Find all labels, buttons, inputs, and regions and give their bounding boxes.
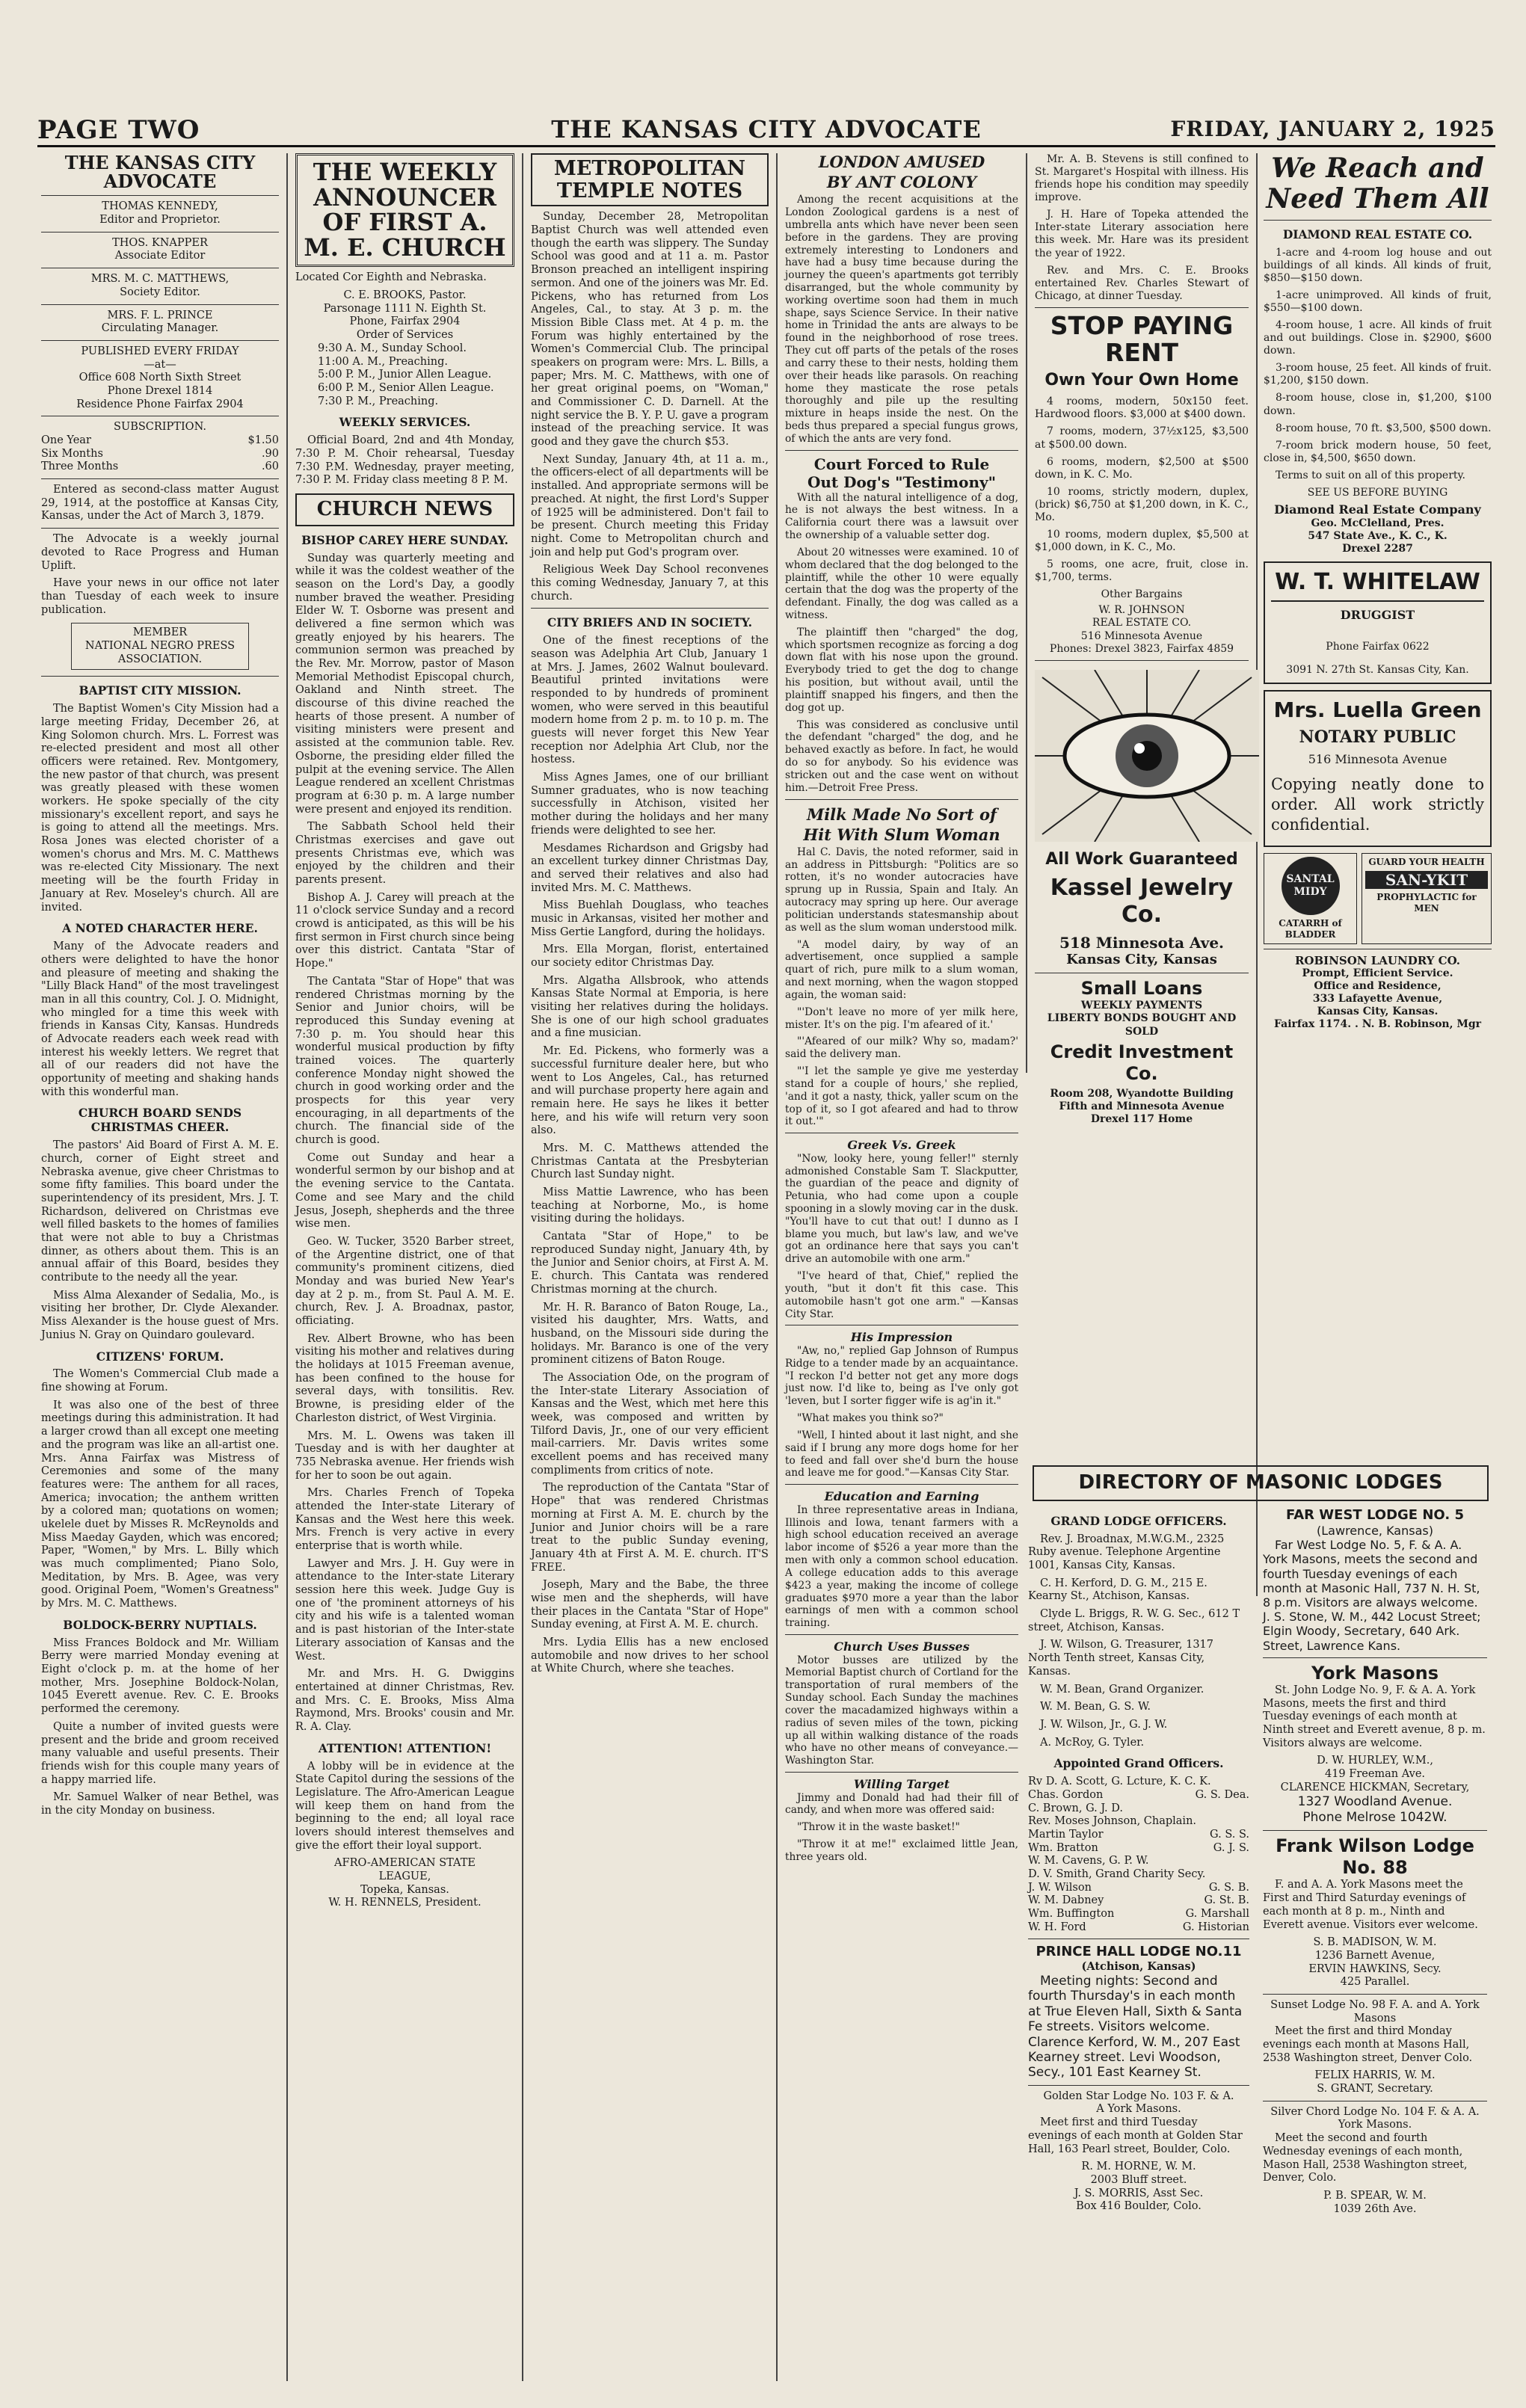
article-text: The Cantata "Star of Hope" that was rendered Christmas morning by the Senior and Junior choirs, will be reproduced this Sunday evening at 7:30 p. m. You should hear this wonderful musical production by fifty trained voices. The quarterly conference Monday night showed the church in good working order and the prospects for this year very encouraging, in all departments of the church. The financial side of the church is good. bbox=[295, 975, 514, 1147]
whitelaw-ad: W. T. WHITELAW DRUGGIST Phone Fairfax 0622 3091 N. 27th St. Kansas City, Kan. bbox=[1264, 561, 1492, 684]
church-info: Order of Services bbox=[356, 329, 454, 342]
real-estate-item: 1-acre unimproved. All kinds of fruit, $550—$100 down. bbox=[1264, 289, 1492, 314]
sanykit-ad: GUARD YOUR HEALTH SAN-YKIT PROPHYLACTIC for MEN bbox=[1362, 853, 1492, 943]
headline: BOLDOCK-BERRY NUPTIALS. bbox=[63, 1617, 257, 1632]
issue-date: FRIDAY, JANUARY 2, 1925 bbox=[1170, 117, 1495, 141]
masonic-left-column: GRAND LODGE OFFICERS. Rev. J. Broadnax, M.W.G.M., 2325 Ruby avenue. Telephone Argentine 1001, Kansas City, Kansas. C. H. Kerford, D. G. M., 215 E. Kearny St., Atchison, Kansas. Clyde L. Briggs, R. W. G. Sec., 612 T street, Atchison, Kansas. J. W. Wilson, G. Treasurer, 1317 North Tenth street, Kansas City, Kansas. W. M. Bean, Grand Organizer. W. M. Bean, G. S. W. J. W. Wilson, Jr., G. J. W. A. McRoy, G. Tyler. Appointed Grand Officers. Rv D. A. Scott, G. Lcture, K. C. K. Chas. Gordon G. S. Dea. C. Brown, G. J. D. Rev. Moses Johnson, Chaplain. Martin Taylor G. S. S. Wm. Bratton G. J. S. W. M. Cavens, G. P. W. D. V. Smith, Grand Charity Secy. J. W. Wilson G. S. B. W. M. Dabney G. St. B. Wm. Buffington G. Marshall W. H. Ford G. Historian PRINCE HALL LODGE NO.11 (Atchison, Kansas) Meeting nights: Second and fourth Thursday's in each month at True Eleven Hall, Sixth & Santa Fe streets. Visitors welcome. Clarence Kerford, W. M., 207 East Kearney street. Levi Woodson, Secy., 101 East Kearney St. Golden Star Lodge No. 103 F. & A. A York Masons. Meet first and third Tuesday evenings of each month at Golden Star Hall, 163 Pearl street, Boulder, Colo. R. M. HORNE, W. M. 2003 Bluff street. J. S. MORRIS, Asst Sec. Box 416 Boulder, Colo. bbox=[1028, 1513, 1249, 2213]
article-text: The Women's Commercial Club made a fine showing at Forum. bbox=[41, 1368, 279, 1394]
church-info: Phone, Fairfax 2904 bbox=[349, 315, 461, 328]
column-rule bbox=[522, 153, 523, 2381]
article-text: Rev. Albert Browne, who has been visiting his mother and relatives during the holidays at 1015 Freeman avenue, has been confined to the house for several days, with tonsilitis. Rev. Browne, is presiding elder of the Charleston district, of West Virginia. bbox=[295, 1332, 514, 1424]
article-text: Mr. Ed. Pickens, who formerly was a successful furniture dealer here, but who went to Los Angeles, Cal., has returned and will purchase property here again and remain here. He says he likes it better here, and his wife will return very soon also. bbox=[531, 1045, 769, 1137]
headline: BY ANT COLONY bbox=[826, 173, 977, 192]
article-text: Miss Mattie Lawrence, who has been teaching at Norborne, Mo., is home visiting during the holidays. bbox=[531, 1186, 769, 1225]
article-text: Quite a number of invited guests were present and the bride and groom received many valuable and useful presents. Their friends wish for this couple many years of a happy married life. bbox=[41, 1720, 279, 1786]
article-text: A lobby will be in evidence at the State Capitol during the sessions of the Legislature. The Afro-American League will keep them on hand from the beginning to the end; all loyal race lovers should interest themselves and give the effort their loyal support. bbox=[295, 1760, 514, 1852]
article-text: "I've heard of that, Chief," replied the youth, "but it don't fit this case. This automobile hasn't got one arm." —Kansas City Star. bbox=[785, 1270, 1018, 1320]
real-estate-item: 8-room house, 70 ft. $3,500, $500 down. bbox=[1276, 422, 1492, 434]
headline: ATTENTION! ATTENTION! bbox=[318, 1740, 492, 1755]
article-text: Mr. H. R. Baranco of Baton Rouge, La., visited his daughter, Mrs. Watts, and husband, on the Missouri side during the holidays. Mr. Baranco is one of the very prominent citizens of Baton Rouge. bbox=[531, 1301, 769, 1367]
article-text: "Now, looky here, young feller!" sternly admonished Constable Sam T. Slackputter, the guardian of the peace and dignity of Petunia, who had come upon a couple spooning in a slowly moving car in the dusk. "You'll have to cut that out! I dunno as I blame you much, but law's law, and we've got an ordinance here that says you can't drive an automobile with one arm." bbox=[785, 1152, 1018, 1266]
real-estate-item: 10 rooms, strictly modern, duplex, (brick) $6,750 at $1,200 down, in K. C., Mo. bbox=[1035, 485, 1249, 523]
headline: Church Uses Busses bbox=[834, 1639, 970, 1654]
article-text: "'Don't leave no more of yer milk here, mister. It's on the pig. I'm afeared of it.' bbox=[785, 1006, 1018, 1031]
article-text: With all the natural intelligence of a dog, he is not always the best witness. In a California court there was a lawsuit over the ownership of a valuable setter dog. bbox=[785, 491, 1018, 542]
article-text: The Association Ode, on the program of the Inter-state Literary Association of Kansas and the West, which met here this week, was composed and written by Tilford Davis, Jr., one of our very efficient mail-carriers. Mr. Davis writes some excellent poems and has received many compliments from critics of note. bbox=[531, 1371, 769, 1476]
staff-line: Circulating Manager. bbox=[101, 322, 219, 335]
staff-line: —at— bbox=[144, 358, 176, 371]
headline: CHURCH BOARD SENDS CHRISTMAS CHEER. bbox=[78, 1106, 242, 1135]
entered-notice: Entered as second-class matter August 29, 1914, at the postoffice at Kansas City, Kansas, under the Act of March 3, 1879. bbox=[41, 484, 279, 523]
article-text: "Aw, no," replied Gap Johnson of Rumpus Ridge to a tender made by an acquaintance. "I reckon I'd better not get any more dogs just now. I'd like to, being as I've only got 'leven, but I sorter figger wife is ag'in it." bbox=[785, 1344, 1018, 1408]
kassel-name: Kassel Jewelry Co. bbox=[1050, 874, 1234, 929]
weekly-services: Official Board, 2nd and 4th Monday, 7:30 P. M. Choir rehearsal, Tuesday 7:30 P.M. Wednesday, prayer meeting, 7:30 P. M. Friday class meeting 8 P. M. bbox=[295, 434, 514, 487]
article-text: Lawyer and Mrs. J. H. Guy were in attendance to the Inter-state Literary session here this week. Judge Guy is one of 'the prominent attorneys of his city and his wife is a talented woman and is past historian of the Inter-state Literary association of Kansas and the West. bbox=[295, 1557, 514, 1663]
article-text: Come out Sunday and hear a wonderful sermon by our bishop and at the evening service to the Cantata. Come and see Mary and the child Jesus, Joseph, shepherds and the three wise men. bbox=[295, 1151, 514, 1231]
church-location: Located Cor Eighth and Nebraska. bbox=[295, 271, 487, 284]
article-text: Mrs. M. C. Matthews attended the Christmas Cantata at the Presbyterian Church last Sunday night. bbox=[531, 1142, 769, 1181]
santal-midy-ad: SANTAL MIDY CATARRH of BLADDER bbox=[1264, 853, 1357, 943]
paper-title-line1: THE KANSAS CITY bbox=[64, 152, 256, 173]
article-text: Hal C. Davis, the noted reformer, said in an address in Pittsburgh: "Politics are so rotten, it's no wonder autocracies have sprung up in Russia, Spain and Italy. An autocracy may spring up here. Our average politician understands statesmanship about as well as the slum woman understood milk. bbox=[785, 846, 1018, 934]
staff-line: MRS. F. L. PRINCE bbox=[107, 309, 213, 321]
need-them-all-headline: Need Them All bbox=[1266, 183, 1489, 215]
headline: Out Dog's "Testimony" bbox=[807, 473, 997, 492]
headline: LONDON AMUSED bbox=[818, 153, 985, 171]
article-text: Mrs. Charles French of Topeka attended the Inter-state Literary of Kansas and the West here this week. Mrs. French is very active in every enterprise that is worth while. bbox=[295, 1487, 514, 1553]
own-your-home-subhead: Own Your Own Home bbox=[1044, 371, 1239, 390]
real-estate-item: 8-room house, close in, $1,200, $100 down. bbox=[1264, 392, 1492, 417]
article-text: "Throw it in the waste basket!" bbox=[797, 1821, 960, 1834]
stop-paying-rent-headline: STOP PAYING RENT bbox=[1050, 310, 1234, 368]
announcer-title: THE WEEKLY ANNOUNCER OF FIRST A. M. E. CHURCH bbox=[304, 158, 506, 262]
article-text: Mrs. M. L. Owens was taken ill Tuesday and is with her daughter at 735 Nebraska avenue. Her friends wish for her to soon be out again. bbox=[295, 1429, 514, 1482]
column-4 bbox=[785, 153, 1018, 1868]
staff-line: PUBLISHED EVERY FRIDAY bbox=[81, 345, 239, 357]
staff-line: Editor and Proprietor. bbox=[99, 214, 221, 227]
article-text: "Well, I hinted about it last night, and she said if I brung any more dogs home for her to feed and fall over she'd burn the house and leave me for good."—Kansas City Star. bbox=[785, 1429, 1018, 1479]
real-estate-item: Terms to suit on all of this property. bbox=[1276, 469, 1466, 481]
article-text: Rev. and Mrs. C. E. Brooks entertained Rev. Charles Stewart of Chicago, at dinner Tuesday. bbox=[1035, 264, 1249, 302]
article-text: The Sabbath School held their Christmas exercises and gave out presents Christmas eve, which was enjoyed by the children and their parents present. bbox=[295, 821, 514, 887]
column-3 bbox=[531, 153, 769, 1681]
article-text: Sunday, December 28, Metropolitan Baptist Church was well attended even though the earth was slippery. The Sunday School was good and at 11 a. m. Pastor Bronson preached an intelligent inspiring sermon. And one of the joiners was Mr. Ed. Pickens, who has returned from Los Angeles, Cal., to stay. At 3 p. m. the Mission Bible Class met. At 4 p. m. the Forum was highly entertained by the Women's Commercial Club. The principal speakers on program were: Mrs. L. Bills, a paper; Mrs. M. C. Matthews, with one of her great original poems, on "Woman," and Commissioner C. D. Darnell. At the night service the B. Y. P. U. gave a program instead of the preaching service. It was good and they gave the church $53. bbox=[531, 211, 769, 449]
appointed-officers-table: J. W. Wilson G. S. B. W. M. Dabney G. St. B. Wm. Buffington G. Marshall W. H. Ford G. Historian bbox=[1028, 1881, 1249, 1933]
real-estate-item: 6 rooms, modern, $2,500 at $500 down, in K. C. Mo. bbox=[1035, 455, 1249, 481]
staff-line: Residence Phone Fairfax 2904 bbox=[76, 398, 244, 410]
real-estate-item: 7-room brick modern house, 50 feet, close in, $4,500, $650 down. bbox=[1264, 439, 1492, 464]
article-text: Cantata "Star of Hope," to be reproduced Sunday night, January 4th, by the Junior and Senior choirs, at First A. M. E. church. This Cantata was rendered Christmas morning at the church. bbox=[531, 1231, 769, 1296]
page-number: PAGE TWO bbox=[37, 115, 200, 145]
article-text: About 20 witnesses were examined. 10 of whom declared that the dog belonged to the plaintiff, while the other 10 were equally certain that the dog was the property of the defendant. Finally, the dog was called as a witness. bbox=[785, 546, 1018, 621]
masthead bbox=[37, 112, 1495, 147]
metropolitan-title-box: METROPOLITAN TEMPLE NOTES bbox=[531, 153, 769, 206]
real-estate-item: 4 rooms, modern, 50x150 feet. Hardwood floors. $3,000 at $400 down. bbox=[1035, 395, 1249, 421]
we-reach-headline: We Reach and bbox=[1271, 153, 1484, 184]
real-estate-item: 7 rooms, modern, 37½x125, $3,500 at $500.00 down. bbox=[1035, 425, 1249, 451]
article-text: In three representative areas in Indiana, Illinois and Iowa, tenant farmers with a high school education received an average labor income of $526 a year more than the men with only a common school education. A college education adds to this average $423 a year, making the income of college graduates $970 more a year than the labor earnings of men with a common school training. bbox=[785, 1503, 1018, 1630]
article-text: The plaintiff then "charged" the dog, which sportsmen recognize as forcing a dog down flat with his nose upon the ground. Everybody tried to get the dog to change his position, but without avail, until the plaintiff snapped his fingers, and then the dog got up. bbox=[785, 626, 1018, 714]
article-text: "'I let the sample ye give me yesterday stand for a couple of hours,' she replied, 'and it got a nasty, thick, yaller scum on the top of it, so I got afeared and had to throw it out.'" bbox=[785, 1065, 1018, 1128]
article-text: Mrs. Lydia Ellis has a new enclosed automobile and now drives to her school at White Church, where she teaches. bbox=[531, 1636, 769, 1675]
article-text: "Throw it at me!" exclaimed little Jean, three years old. bbox=[785, 1838, 1018, 1863]
article-text: Geo. W. Tucker, 3520 Barber street, of the Argentine district, one of that community's prominent citizens, died Monday and was buried New Year's day at 2 p. m., from St. Paul A. M. E. church, Rev. J. A. Broadnax, pastor, officiating. bbox=[295, 1235, 514, 1328]
article-text: Mesdames Richardson and Grigsby had an excellent turkey dinner Christmas Day, and served their relatives and also had invited Mrs. M. C. Matthews. bbox=[531, 842, 769, 894]
column-6: We Reach and Need Them All DIAMOND REAL ESTATE CO. 1-acre and 4-room log house and out buildings of all kinds. All kinds of fruit, $850—$150 down. 1-acre unimproved. All kinds of fruit, $550—$100 down. 4-room house, 1 acre. All kinds of fruit and out buildings. Close in. $2900, $600 down. 3-room house, 25 feet. All kinds of fruit. $1,200, $150 down. 8-room house, close in, $1,200, $100 down. 8-room house, 70 ft. $3,500, $500 down. 7-room brick modern house, 50 feet, close in, $4,500, $650 down. Terms to suit on all of this property. SEE US BEFORE BUYING Diamond Real Estate Company Geo. McClelland, Pres. 547 State Ave., K. C., K. Drexel 2287 W. T. WHITELAW DRUGGIST Phone Fairfax 0622 3091 N. 27th St. Kansas City, Kan. Mrs. Luella Green NOTARY PUBLIC 516 Minnesota Avenue Copying neatly done to order. All work strictly confidential. SANTAL MIDY CATARRH of BLADDER GUARD YOUR HEALTH SAN-YKIT PROPHYLACTIC for MEN ROBINSON LAUNDRY CO. Prompt, Efficient Service. Office and Residence, 333 Lafayette Avenue, Kansas City, Kansas. Fairfax 1174. . N. B. Robinson, Mgr bbox=[1264, 153, 1492, 1031]
staff-line: Phone Drexel 1814 bbox=[107, 384, 213, 397]
article-text: Miss Agnes James, one of our brilliant Sumner graduates, who is now teaching successfully in Atchison, visited her mother during the holidays and her many friends were delighted to see her. bbox=[531, 772, 769, 837]
article-text: Joseph, Mary and the Babe, the three wise men and the shepherds, will have their places in the Cantata "Star of Hope" Sunday evening, at First A. M. E. church. bbox=[531, 1579, 769, 1631]
eye-illustration bbox=[1035, 670, 1259, 842]
column-rule bbox=[776, 153, 778, 2381]
article-text: J. H. Hare of Topeka attended the Inter-state Literary association here this week. Mr. Hare was its president the year of 1922. bbox=[1035, 209, 1249, 259]
article-text: "'Afeared of our milk? Why so, madam?' said the delivery man. bbox=[785, 1035, 1018, 1061]
church-news-box: CHURCH NEWS bbox=[295, 493, 514, 526]
church-info: Parsonage 1111 N. Eighth St. bbox=[323, 302, 487, 315]
news-deadline-notice: Have your news in our office not later than Tuesday of each week to insure publication. bbox=[41, 577, 279, 616]
column-rule bbox=[1256, 153, 1258, 1596]
headline: Greek Vs. Greek bbox=[847, 1138, 956, 1153]
staff-line: MRS. M. C. MATTHEWS, bbox=[90, 273, 230, 286]
press-association-box: MEMBER NATIONAL NEGRO PRESS ASSOCIATION. bbox=[71, 623, 249, 670]
article-text: "What makes you think so?" bbox=[797, 1412, 944, 1425]
article-text: "A model dairy, by way of an advertisement, once supplied a sample quart of rich, pure milk to a slum woman, and next morning, when the wagon stopped again, the woman said: bbox=[785, 938, 1018, 1001]
column-2: THE WEEKLY ANNOUNCER OF FIRST A. M. E. CHURCH Located Cor Eighth and Nebraska. C. E. BROOKS, Pastor. Parsonage 1111 N. Eighth St. Phone, Fairfax 2904 Order of Services 9:30 A. M., Sunday School. 11:00 A. M., Preaching. 5:00 P. M., Junior Allen League. 6:00 P. M., Senior Allen League. 7:30 P. M., Preaching. WEEKLY SERVICES. Official Board, 2nd and 4th Monday, 7:30 P. M. Choir rehearsal, Tuesday 7:30 P.M. Wednesday, prayer meeting, 7:30 P. M. Friday class meeting 8 P. M. CHURCH NEWS BISHOP CAREY HERE SUNDAY. Sunday was quarterly meeting and while it was the coldest weather of the season on the Lord's Day, a goodly number braved the weather. Presiding Elder W. T. Osborne was present and delivered a fine sermon which was greatly enjoyed by his hearers. The communion sermon was preached by the Rev. Mr. Morrow, pastor of Mason Memorial Methodist Episcopal church, Oakland and Ninth street. The discourse of this divine reached the hearts of those present. A number of visiting ministers were present and assisted at the communion table. Rev. Osborne, the presiding elder filled the pulpit at the evening service. The Allen League rendered an xcellent Christmas program at 6:30 p. m. A large number were present and enjoyed its rendition. The Sabbath School held their Christmas exercises and gave out presents Christmas eve, which was enjoyed by the children and their parents present. Bishop A. J. Carey will preach at the 11 o'clock service Sunday and a record crowd is anticipated, as this will be his first sermon in First church since being over this district. Cantata "Star of Hope." The Cantata "Star of Hope" that was rendered Christmas morning by the Senior and Junior choirs, will be reproduced this Sunday evening at 7:30 p. m. You should hear this wonderful musical production by fifty trained voices. The quarterly conference Monday night showed the church in good working order and the prospects for this year very encouraging, in all departments of the church. The financial side of the church is good. Come out Sunday and hear a wonderful sermon by our bishop and at the evening service to the Cantata. Come and see Mary and the child Jesus, Joseph, shepherds and the three wise men. Geo. W. Tucker, 3520 Barber street, of the Argentine district, one of that community's prominent citizens, died Monday and was buried New Year's day at 2 p. m., from St. Paul A. M. E. church, Rev. J. A. Broadnax, pastor, officiating. Rev. Albert Browne, who has been visiting his mother and relatives during the holidays at 1015 Freeman avenue, has been confined to the house for several days, with tonsilitis. Rev. Browne, is presiding elder of the Charleston district, of West Virginia. Mrs. M. L. Owens was taken ill Tuesday and is with her daughter at 735 Nebraska avenue. Her friends wish for her to soon be out again. Mrs. Charles French of Topeka attended the Inter-state Literary of Kansas and the West here this week. Mrs. French is very active in every enterprise that is worth while. Lawyer and Mrs. J. H. Guy were in attendance to the Inter-state Literary session here this week. Judge Guy is one of 'the prominent attorneys of his city and his wife is a talented woman and is past historian of the Inter-state Literary association of Kansas and the West. Mr. and Mrs. H. G. Dwiggins entertained at dinner Christmas, Rev. and Mrs. C. E. Brooks, Miss Alma Raymond, Mrs. Brooks' cousin and Mr. R. A. Clay. ATTENTION! ATTENTION! A lobby will be in evidence at the State Capitol during the sessions of the Legislature. The Afro-American League will keep them on hand from the beginning to the end; all loyal race lovers should interest themselves and give the effort their loyal support. AFRO-AMERICAN STATE LEAGUE, Topeka, Kansas. W. H. RENNELS, President. bbox=[295, 153, 514, 1910]
paper-title-line2: ADVOCATE bbox=[103, 170, 217, 193]
mission-statement: The Advocate is a weekly journal devoted to Race Progress and Human Uplift. bbox=[41, 533, 279, 572]
appointed-officers-table: Chas. Gordon G. S. Dea. C. Brown, G. J. D. bbox=[1028, 1788, 1249, 1814]
article-text: Bishop A. J. Carey will preach at the 11 o'clock service Sunday and a record crowd is anticipated, as this will be his first sermon in First church since being over this district. Cantata "Star of Hope." bbox=[295, 891, 514, 970]
article-text: Mrs. Algatha Allsbrook, who attends Kansas State Normal at Emporia, is here visiting her relatives during the holidays. She is one of our high school graduates and a fine musician. bbox=[531, 974, 769, 1040]
article-text: Jimmy and Donald had had their fill of candy, and when more was offered said: bbox=[785, 1791, 1018, 1817]
article-text: Many of the Advocate readers and others were delighted to have the honor and pleasure of meeting and shaking the "Lilly Black Hand" of the most travelingest man in all this country, Col. J. O. Midnight, who mingled for a time this week with friends in Kansas City, Kansas. Hundreds of Advocate readers each week read with interest his weekly letters. We regret that all of our readers did not have the opportunity of meeting and shaking hands with this wonderful man. bbox=[41, 940, 279, 1098]
headline: BISHOP CAREY HERE SUNDAY. bbox=[301, 532, 508, 547]
real-estate-item: 5 rooms, one acre, fruit, close in. $1,700, terms. bbox=[1035, 558, 1249, 584]
subscription-heading: SUBSCRIPTION. bbox=[114, 421, 206, 434]
column-1 bbox=[41, 153, 279, 1823]
headline: CITY BRIEFS AND IN SOCIETY. bbox=[547, 615, 753, 630]
staff-line: Office 608 North Sixth Street bbox=[79, 372, 241, 384]
services-list: 9:30 A. M., Sunday School. 11:00 A. M., Preaching. 5:00 P. M., Junior Allen League. 6:00 P. M., Senior Allen League. 7:30 P. M., Preaching. bbox=[318, 342, 494, 407]
announcer-title-box bbox=[295, 153, 514, 267]
staff-line: THOMAS KENNEDY, bbox=[102, 200, 218, 213]
article-text: One of the finest receptions of the season was Adelphia Art Club, January 1 at Mrs. J. James, 2602 Walnut boulevard. Beautiful printed invitations were responded to by hundreds of prominent women, who were served in this beautiful modern home from 2 p. m. to 10 p. m. The guests will never forget this New Year reception nor Adelphia Art Club, nor the hostess. bbox=[531, 635, 769, 766]
real-estate-item: 3-room house, 25 feet. All kinds of fruit. $1,200, $150 down. bbox=[1264, 362, 1492, 387]
headline: BAPTIST CITY MISSION. bbox=[79, 683, 241, 698]
column-5: Mr. A. B. Stevens is still confined to St. Margaret's Hospital with illness. His friends hope his condition may speedily improve. J. H. Hare of Topeka attended the Inter-state Literary association here this week. Mr. Hare was its president the year of 1922. Rev. and Mrs. C. E. Brooks entertained Rev. Charles Stewart of Chicago, at dinner Tuesday. STOP PAYING RENT Own Your Own Home 4 rooms, modern, 50x150 feet. Hardwood floors. $3,000 at $400 down. 7 rooms, modern, 37½x125, $3,500 at $500.00 down. 6 rooms, modern, $2,500 at $500 down, in K. C. Mo. 10 rooms, strictly modern, duplex, (brick) $6,750 at $1,200 down, in K. C., Mo. 10 rooms, modern duplex, $5,500 at $1,000 down, in K. C., Mo. 5 rooms, one acre, fruit, close in. $1,700, terms. Other Bargains W. R. JOHNSON REAL ESTATE CO. 516 Minnesota Avenue Phones: Drexel 3823, Fairfax 4859 All Work Guaranteed Kassel Jewelry Co. 518 Minnesota Ave. Kansas City, Kansas Small Loans WEEKLY PAYMENTS LIBERTY BONDS BOUGHT AND SOLD Credit Investment Co. Room 208, Wyandotte Building Fifth and Minnesota Avenue Drexel 117 Home bbox=[1035, 153, 1249, 1126]
headline: Education and Earning bbox=[824, 1489, 979, 1504]
headline: A NOTED CHARACTER HERE. bbox=[62, 921, 258, 936]
health-ads-row bbox=[1264, 853, 1492, 943]
headline: His Impression bbox=[850, 1330, 953, 1345]
article-text: The Baptist Women's City Mission had a large meeting Friday, December 26, at King Solomon church. Mrs. L. Forrest was re-elected president and most all other officers were retained. Rev. Montgomery, the new pastor of that church, was present was greatly pleased with these women workers. He spoke specially of the city missionary's excellent report, and says he is going to attend all the meetings. Mrs. Rosa Jones was elected chorister of a women's chorus and Mrs. M. C. Matthews was re-elected City Missionary. The next meeting will be the fourth Friday in January at Rev. Moseley's church. All are invited. bbox=[41, 703, 279, 914]
article-text: Motor busses are utilized by the Memorial Baptist church of Cortland for the transportation of rural members of the Sunday school. Each Sunday the machines cover the macadamized highways within a radius of seven miles of the town, picking up all within walking distance of the roads who have no other means of conveyance.—Washington Star. bbox=[785, 1654, 1018, 1767]
article-text: Miss Frances Boldock and Mr. William Berry were married Monday evening at Eight o'clock p. m. at the home of her mother, Mrs. Josephine Boldock-Nolan, 1045 Everett avenue. Rev. C. E. Brooks performed the ceremony. bbox=[41, 1636, 279, 1716]
column-rule bbox=[286, 153, 288, 2381]
appointed-officers-table: Martin Taylor G. S. S. Wm. Bratton G. J. S. bbox=[1028, 1828, 1249, 1854]
headline: Willing Target bbox=[853, 1777, 950, 1791]
credit-investment-name: Credit Investment Co. bbox=[1050, 1041, 1234, 1084]
headline: Hit With Slum Woman bbox=[803, 825, 1000, 844]
headline: Milk Made No Sort of bbox=[806, 804, 997, 824]
masonic-directory bbox=[1028, 1465, 1493, 2216]
headline: WEEKLY SERVICES. bbox=[339, 415, 471, 430]
headline: CITIZENS' FORUM. bbox=[96, 1349, 224, 1364]
staff-line: THOS. KNAPPER bbox=[112, 236, 208, 249]
article-text: Mr. A. B. Stevens is still confined to St. Margaret's Hospital with illness. His friends hope his condition may speedily improve. bbox=[1035, 153, 1249, 204]
article-text: Mr. and Mrs. H. G. Dwiggins entertained at dinner Christmas, Rev. and Mrs. C. E. Brooks, Miss Alma Raymond, Mrs. Brooks' cousin and Mr. R. A. Clay. bbox=[295, 1668, 514, 1733]
column-rule bbox=[1026, 153, 1027, 1073]
small-loans-headline: Small Loans bbox=[1080, 978, 1203, 1000]
staff-line: Society Editor. bbox=[120, 286, 200, 298]
headline: Court Forced to Rule bbox=[813, 455, 990, 473]
article-text: Mrs. Ella Morgan, florist, entertained our society editor Christmas Day. bbox=[531, 943, 769, 970]
article-text: Miss Buehlah Douglass, who teaches music in Arkansas, visited her mother and Miss Gertie Langford, during the holidays. bbox=[531, 899, 769, 938]
headline: DIAMOND REAL ESTATE CO. bbox=[1282, 227, 1473, 241]
article-text: The pastors' Aid Board of First A. M. E. church, corner of Eight street and Nebraska avenue, give cheer Christmas to some fifty families. This board under the superintendency of its president, Mrs. J. T. Richardson, delivered on Christmas eve well filled baskets to the homes of families that were not able to buy a Christmas dinner, as others about them. This is an annual affair of this Board, besides they contribute to the needy all the year. bbox=[41, 1139, 279, 1284]
real-estate-item: 1-acre and 4-room log house and out buildings of all kinds. All kinds of fruit, $850—$150 down. bbox=[1264, 246, 1492, 284]
kassel-guarantee: All Work Guaranteed bbox=[1045, 849, 1238, 869]
real-estate-item: 4-room house, 1 acre. All kinds of fruit and out buildings. Close in. $2900, $600 down. bbox=[1264, 319, 1492, 357]
article-text: Religious Week Day School reconvenes this coming Wednesday, January 7, at this church. bbox=[531, 564, 769, 603]
article-text: It was also one of the best of three meetings during this administration. It had a larger crowd than all except one meeting and the program was like an all-artist one. Mrs. Anna Fairfax was Mistress of Ceremonies and some of the many features were: The anthem for all races, America; invocation; the anthem written by a colored man; quotations on women; ukelele duet by Misses R. McReynolds and Miss Maeday Gayden, which was encored; Paper, "Women," by Mrs. L. Billy which was much complimented; Piano Solo, Meditation, by Mrs. B. Agee, was very good. Original Poem, "Women's Greatness" by Mrs. M. C. Matthews. bbox=[41, 1399, 279, 1610]
newspaper-name: THE KANSAS CITY ADVOCATE bbox=[551, 115, 982, 144]
church-info: C. E. BROOKS, Pastor. bbox=[343, 289, 467, 302]
article-text: Sunday was quarterly meeting and while it was the coldest weather of the season on the Lord's Day, a goodly number braved the weather. Presiding Elder W. T. Osborne was present and delivered a fine sermon which was greatly enjoyed by his hearers. The communion sermon was preached by the Rev. Mr. Morrow, pastor of Mason Memorial Methodist Episcopal church, Oakland and Ninth street. The discourse of this divine reached the hearts of those present. A number of visiting ministers were present and assisted at the communion table. Rev. Osborne, the presiding elder filled the pulpit at the evening service. The Allen League rendered an xcellent Christmas program at 6:30 p. m. A large number were present and enjoyed its rendition. bbox=[295, 552, 514, 816]
article-text: Miss Alma Alexander of Sedalia, Mo., is visiting her brother, Dr. Clyde Alexander. Miss Alexander is the house guest of Mrs. Junius N. Gray on Quindaro goulevard. bbox=[41, 1289, 279, 1341]
subscription-table: One Year $1.50 Six Months .90 Three Months .60 bbox=[41, 434, 279, 473]
staff-line: Associate Editor bbox=[114, 250, 206, 262]
masonic-title-box: DIRECTORY OF MASONIC LODGES bbox=[1033, 1465, 1489, 1501]
article-text: This was considered as conclusive until the defendant "charged" the dog, and he behaved exactly as before. In fact, he would do so for anybody. So his evidence was stricken out and the case went on without him.—Detroit Free Press. bbox=[785, 718, 1018, 794]
real-estate-item: 10 rooms, modern duplex, $5,500 at $1,000 down, in K. C., Mo. bbox=[1035, 528, 1249, 554]
masonic-right-column: FAR WEST LODGE NO. 5 (Lawrence, Kansas) Far West Lodge No. 5, F. & A. A. York Masons, meets the second and fourth Tuesday evenings of each month at Masonic Hall, 737 N. H. St, 8 p.m. Visitors are always welcome. J. S. Stone, W. M., 442 Locust Street; Elgin Woody, Secretary, 640 Ark. Street, Lawrence Kans. York Masons St. John Lodge No. 9, F. & A. A. York Masons, meets the first and third Tuesday evenings of each month at Ninth street and Everett avenue, 8 p. m. Visitors always are welcome. D. W. HURLEY, W.M., 419 Freeman Ave. CLARENCE HICKMAN, Secretary, 1327 Woodland Avenue. Phone Melrose 1042W. Frank Wilson Lodge No. 88 F. and A. A. York Masons meet the First and Third Saturday evenings of each month at 8 p. m., Ninth and Everett avenue. Visitors ever welcome. S. B. MADISON, W. M. 1236 Barnett Avenue, ERVIN HAWKINS, Secy. 425 Parallel. Sunset Lodge No. 98 F. A. and A. York Masons Meet the first and third Monday evenings each month at Masons Hall, 2538 Washington street, Denver Colo. FELIX HARRIS, W. M. S. GRANT, Secretary. Silver Chord Lodge No. 104 F. & A. A. York Masons. Meet the second and fourth Wednesday evenings of each month, Mason Hall, 2538 Washington street, Denver, Colo. P. B. SPEAR, W. M. 1039 26th Ave. bbox=[1263, 1507, 1487, 2217]
article-text: Next Sunday, January 4th, at 11 a. m., the officers-elect of all departments will be installed. And appropriate sermons will be preached. At night, the first Lord's Supper of 1925 will be administered. Don't fail to be present. Church meeting this Friday night. Come to Metropolitan church and join and help put God's program over. bbox=[531, 453, 769, 558]
article-text: Among the recent acquisitions at the London Zoological gardens is a nest of umbrella ants which have never been seen before in the gardens. They are proving extremely interesting to Londoners and have had a busy time because during the journey the queen's apartments got terribly disarranged, but the whole community by working overtime soon had them in much shape, says Science Service. In their native home in Trinidad the ants are always to be found in the neighborhood of rose trees. They cut off parts of the petals of the roses and carry these to their nests, holding them over their heads like parasols. On reaching home they masticate the rose petals thoroughly and pile up the resulting mixture in heaps inside the nest. On the beds thus prepared a special fungus grows, of which the ants are very fond. bbox=[785, 194, 1018, 445]
notary-ad: Mrs. Luella Green NOTARY PUBLIC 516 Minnesota Avenue Copying neatly done to order. All work strictly confidential. bbox=[1264, 690, 1492, 847]
article-text: Mr. Samuel Walker of near Bethel, was in the city Monday on business. bbox=[41, 1791, 279, 1817]
article-text: The reproduction of the Cantata "Star of Hope" that was rendered Christmas morning at First A. M. E. church by the Junior and Junior choirs will be a rare treat to the public Sunday evening, January 4th at First A. M. E. church. IT'S FREE. bbox=[531, 1482, 769, 1574]
